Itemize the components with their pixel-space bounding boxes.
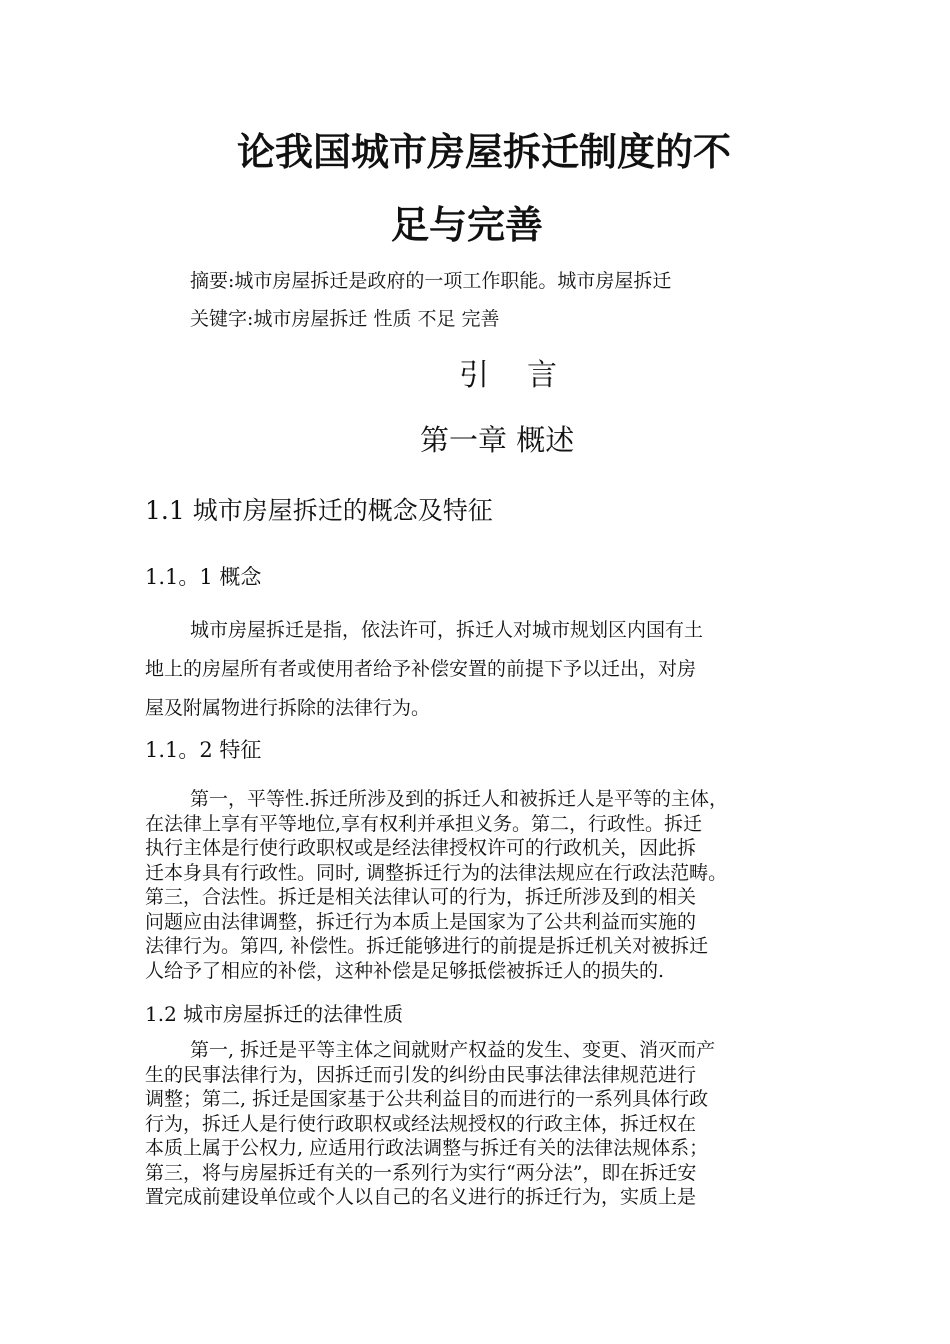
keywords: 关键字:城市房屋拆迁 性质 不足 完善 bbox=[190, 308, 500, 330]
subsection-heading-1-1-2: 1.1。2 特征 bbox=[145, 738, 262, 762]
paragraph-line: 法律行为。第四, 补偿性。拆迁能够进行的前提是拆迁机关对被拆迁 bbox=[145, 935, 709, 957]
paragraph-line: 屋及附属物进行拆除的法律行为。 bbox=[145, 697, 431, 719]
paragraph-line: 第三，合法性。拆迁是相关法律认可的行为，拆迁所涉及到的相关 bbox=[145, 886, 697, 908]
paragraph-line: 第一，平等性.拆迁所涉及到的拆迁人和被拆迁人是平等的主体， bbox=[190, 788, 729, 810]
paragraph-line: 城市房屋拆迁是指，依法许可，拆迁人对城市规划区内国有土 bbox=[190, 619, 704, 641]
introduction-heading: 引言 bbox=[459, 358, 595, 393]
paragraph-line: 执行主体是行使行政职权或是经法律授权许可的行政机关，因此拆 bbox=[145, 837, 697, 859]
paragraph-line: 本质上属于公权力, 应适用行政法调整与拆迁有关的法律法规体系； bbox=[145, 1137, 709, 1159]
paragraph-line: 第一, 拆迁是平等主体之间就财产权益的发生、变更、消灭而产 bbox=[190, 1039, 716, 1061]
paragraph-line: 迁本身具有行政性。同时, 调整拆迁行为的法律法规应在行政法范畴。 bbox=[145, 861, 728, 884]
section-heading-1-2: 1.2 城市房屋拆迁的法律性质 bbox=[145, 1002, 404, 1026]
document-title-line-2: 足与完善 bbox=[391, 203, 544, 247]
document-title-line-1: 论我国城市房屋拆迁制度的不 bbox=[237, 130, 732, 174]
paragraph-line: 置完成前建设单位或个人以自己的名义进行的拆迁行为，实质上是 bbox=[145, 1186, 697, 1208]
paragraph-line: 问题应由法律调整，拆迁行为本质上是国家为了公共利益而实施的 bbox=[145, 910, 697, 933]
paragraph-line: 生的民事法律行为，因拆迁而引发的纠纷由民事法律法律规范进行 bbox=[145, 1063, 697, 1086]
paragraph-line: 调整；第二, 拆迁是国家基于公共利益目的而进行的一系列具体行政 bbox=[145, 1088, 709, 1110]
paragraph-line: 行为，拆迁人是行使行政职权或经法规授权的行政主体，拆迁权在 bbox=[145, 1112, 697, 1135]
features-paragraph bbox=[145, 787, 815, 983]
nature-paragraph bbox=[145, 1038, 815, 1210]
paragraph-line: 人给予了相应的补偿，这种补偿是足够抵偿被拆迁人的损失的. bbox=[145, 959, 665, 982]
paragraph-line: 在法律上享有平等地位,享有权利并承担义务。第二，行政性。拆迁 bbox=[145, 812, 703, 835]
section-heading-1-1: 1.1 城市房屋拆迁的概念及特征 bbox=[145, 496, 493, 525]
paragraph-line: 地上的房屋所有者或使用者给予补偿安置的前提下予以迁出，对房 bbox=[145, 658, 697, 680]
paragraph-line: 第三，将与房屋拆迁有关的一系列行为实行“两分法”，即在拆迁安 bbox=[145, 1161, 697, 1184]
abstract: 摘要:城市房屋拆迁是政府的一项工作职能。城市房屋拆迁 bbox=[190, 270, 672, 292]
concept-paragraph bbox=[145, 611, 815, 728]
subsection-heading-1-1-1: 1.1。1 概念 bbox=[145, 565, 262, 589]
chapter-heading: 第一章 概述 bbox=[420, 423, 575, 457]
